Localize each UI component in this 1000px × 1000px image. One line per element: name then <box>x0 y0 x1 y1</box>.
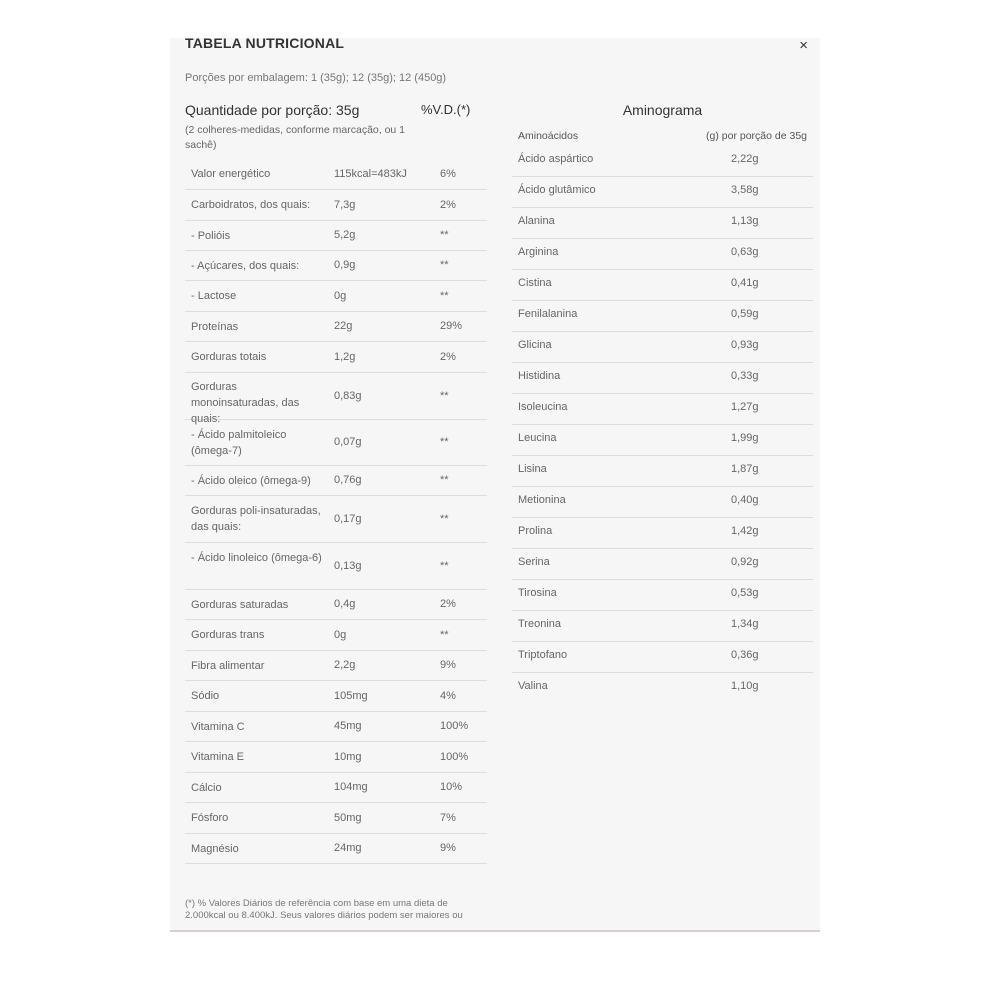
aminoacid-amount: 1,10g <box>731 680 759 692</box>
modal-title: TABELA NUTRICIONAL <box>185 38 345 51</box>
nutrient-name: Carboidratos, dos quais: <box>191 199 311 211</box>
nutrient-name: - Açúcares, dos quais: <box>191 260 300 272</box>
nutrition-row <box>185 803 487 834</box>
nutrient-daily-value: 2% <box>440 351 456 363</box>
aminoacid-amount: 0,59g <box>731 308 759 320</box>
nutrient-name: Vitamina C <box>191 721 245 733</box>
aminogram-header <box>512 128 813 146</box>
nutrition-row <box>185 281 487 312</box>
nutrition-row <box>185 159 487 190</box>
nutrient-amount: 104mg <box>334 781 368 793</box>
aminoacid-row <box>512 363 813 394</box>
aminoacid-name: Arginina <box>518 246 559 258</box>
nutrition-row <box>185 221 487 251</box>
nutrient-name: - Polióis <box>191 230 231 242</box>
nutrient-daily-value: 100% <box>440 720 469 732</box>
aminoacid-row <box>512 673 813 703</box>
aminoacid-row <box>512 518 813 549</box>
aminoacid-name: Treonina <box>518 618 562 630</box>
nutrient-daily-value: 9% <box>440 659 456 671</box>
aminoacid-amount: 0,53g <box>731 587 759 599</box>
nutrient-daily-value: ** <box>440 474 449 486</box>
nutrition-row <box>185 190 487 221</box>
nutrient-daily-value: ** <box>440 290 449 302</box>
nutrient-daily-value: 9% <box>440 842 456 854</box>
aminoacid-name: Histidina <box>518 370 561 382</box>
nutrient-amount: 1,2g <box>334 351 356 363</box>
nutrition-row <box>185 342 487 373</box>
aminoacid-row <box>512 301 813 332</box>
nutrition-row <box>185 543 487 590</box>
nutrition-row <box>185 834 487 864</box>
nutrient-name: Gorduras saturadas <box>191 599 289 611</box>
nutrient-amount: 2,2g <box>334 659 356 671</box>
nutrient-daily-value: 10% <box>440 781 463 793</box>
aminoacid-row <box>512 239 813 270</box>
nutrient-name: Cálcio <box>191 782 222 794</box>
aminoacid-name: Glicina <box>518 339 552 351</box>
nutrient-name: Proteínas <box>191 321 239 333</box>
nutrient-name: - Ácido palmitoleico (ômega-7) <box>191 429 287 457</box>
aminoacid-name: Valina <box>518 680 548 692</box>
nutrition-row <box>185 681 487 712</box>
nutrition-row <box>185 742 487 773</box>
serving-quantity-header: Quantidade por porção: 35g <box>185 102 360 118</box>
nutrient-amount: 0g <box>334 290 347 302</box>
aminogram-section <box>512 100 813 703</box>
nutrition-row <box>185 466 487 496</box>
nutrition-row <box>185 651 487 681</box>
nutrient-daily-value: 2% <box>440 199 456 211</box>
aminoacid-amount: 0,63g <box>731 246 759 258</box>
nutrient-name: Fibra alimentar <box>191 660 265 672</box>
daily-value-header: %V.D.(*) <box>421 102 471 117</box>
aminoacid-row <box>512 208 813 239</box>
nutrient-amount: 45mg <box>334 720 362 732</box>
aminoacid-row <box>512 642 813 673</box>
aminoacid-name: Ácido glutâmico <box>518 184 596 196</box>
nutrient-name: Gorduras poli-insaturadas, das quais: <box>191 505 321 533</box>
nutrient-daily-value: ** <box>440 229 449 241</box>
aminoacid-row <box>512 425 813 456</box>
nutrition-row <box>185 496 487 543</box>
nutrient-name: Sódio <box>191 690 220 702</box>
nutrient-amount: 0,13g <box>334 560 362 572</box>
aminoacid-name: Cistina <box>518 277 552 289</box>
nutrient-name: Magnésio <box>191 843 239 855</box>
nutrient-amount: 0,4g <box>334 598 356 610</box>
aminoacid-name: Triptofano <box>518 649 568 661</box>
nutrient-name: - Ácido linoleico (ômega-6) <box>191 552 322 564</box>
aminoacid-name: Serina <box>518 556 550 568</box>
nutrient-daily-value: 29% <box>440 320 463 332</box>
aminoacid-row <box>512 177 813 208</box>
nutrient-amount: 10mg <box>334 751 362 763</box>
aminogram-title: Aminograma <box>622 102 703 118</box>
nutrition-row <box>185 420 487 466</box>
nutrition-table-section <box>185 100 487 864</box>
nutrient-daily-value: 2% <box>440 598 456 610</box>
aminoacid-amount: 0,36g <box>731 649 759 661</box>
footnote: (*) % Valores Diários de referência com base em uma dieta de 2.000kcal ou 8.400kJ. Seus valores diários podem ser maiores ou <box>185 898 463 921</box>
aminoacid-amount: 1,27g <box>731 401 759 413</box>
nutrient-daily-value: 100% <box>440 751 469 763</box>
serving-description: (2 colheres-medidas, conforme marcação, ou 1 sachê) <box>185 124 406 151</box>
nutrient-daily-value: 6% <box>440 168 456 180</box>
nutrient-daily-value: ** <box>440 436 449 448</box>
nutrient-amount: 105mg <box>334 690 368 702</box>
nutrient-name: Fósforo <box>191 812 229 824</box>
nutrient-amount: 22g <box>334 320 353 332</box>
nutrient-name: - Lactose <box>191 290 237 302</box>
aminoacid-row <box>512 332 813 363</box>
nutrient-amount: 115kcal=483kJ <box>334 168 407 180</box>
aminoacid-amount: 0,92g <box>731 556 759 568</box>
aminoacid-name: Lisina <box>518 463 547 475</box>
aminoacid-row <box>512 270 813 301</box>
nutrient-amount: 0,76g <box>334 474 362 486</box>
nutrition-modal <box>170 38 820 932</box>
aminoacid-name: Alanina <box>518 215 555 227</box>
aminoacid-amount: 0,41g <box>731 277 759 289</box>
aminoacid-amount: 3,58g <box>731 184 759 196</box>
nutrient-name: Gorduras totais <box>191 351 267 363</box>
nutrient-amount: 0g <box>334 629 347 641</box>
nutrient-amount: 5,2g <box>334 229 356 241</box>
nutrition-row <box>185 373 487 425</box>
aminoacid-amount: 1,87g <box>731 463 759 475</box>
aminoacid-amount: 0,33g <box>731 370 759 382</box>
nutrient-amount: 0,9g <box>334 259 356 271</box>
aminoacid-amount: 1,13g <box>731 215 759 227</box>
nutrition-row <box>185 590 487 620</box>
close-icon[interactable]: × <box>799 38 808 54</box>
nutrition-row <box>185 620 487 651</box>
aminoacid-row <box>512 611 813 642</box>
aminoacid-amount: 0,40g <box>731 494 759 506</box>
nutrition-row <box>185 773 487 803</box>
nutrition-row <box>185 251 487 281</box>
amount-column-header: (g) por porção de 35g <box>706 130 807 142</box>
aminoacid-name: Metionina <box>518 494 566 506</box>
nutrient-name: - Ácido oleico (ômega-9) <box>191 475 311 487</box>
nutrient-amount: 0,83g <box>334 390 362 402</box>
nutrient-name: Gorduras monoinsaturadas, das quais: <box>191 381 300 425</box>
nutrition-table <box>185 159 487 864</box>
nutrient-amount: 50mg <box>334 812 362 824</box>
aminoacid-name: Fenilalanina <box>518 308 578 320</box>
aminoacid-amount: 2,22g <box>731 153 759 165</box>
aminoacid-row <box>512 456 813 487</box>
aminoacid-row <box>512 487 813 518</box>
nutrient-amount: 0,07g <box>334 436 362 448</box>
nutrient-name: Valor energético <box>191 168 271 180</box>
nutrient-daily-value: ** <box>440 390 449 402</box>
nutrition-row <box>185 312 487 342</box>
aminoacid-amount: 1,42g <box>731 525 759 537</box>
aminoacid-row <box>512 549 813 580</box>
aminoacid-amount: 1,34g <box>731 618 759 630</box>
aminoacid-row <box>512 146 813 177</box>
aminoacid-name: Ácido aspártico <box>518 153 594 165</box>
nutrient-daily-value: ** <box>440 629 449 641</box>
aminoacid-amount: 0,93g <box>731 339 759 351</box>
aminogram-table <box>512 146 813 703</box>
nutrition-header <box>185 100 487 120</box>
aminoacid-column-header: Aminoácidos <box>518 130 579 142</box>
nutrient-name: Gorduras trans <box>191 629 265 641</box>
aminoacid-name: Tirosina <box>518 587 557 599</box>
aminoacid-name: Leucina <box>518 432 557 444</box>
nutrient-amount: 24mg <box>334 842 362 854</box>
aminoacid-row <box>512 580 813 611</box>
aminoacid-row <box>512 394 813 425</box>
aminoacid-name: Prolina <box>518 525 553 537</box>
nutrient-amount: 0,17g <box>334 513 362 525</box>
nutrient-daily-value: 4% <box>440 690 456 702</box>
nutrient-daily-value: 7% <box>440 812 456 824</box>
nutrition-row <box>185 712 487 742</box>
servings-text: Porções por embalagem: 1 (35g); 12 (35g); 12 (450g) <box>185 72 447 84</box>
aminoacid-name: Isoleucina <box>518 401 568 413</box>
nutrient-amount: 7,3g <box>334 199 356 211</box>
nutrient-name: Vitamina E <box>191 751 244 763</box>
aminoacid-amount: 1,99g <box>731 432 759 444</box>
nutrient-daily-value: ** <box>440 513 449 525</box>
nutrient-daily-value: ** <box>440 560 449 572</box>
nutrient-daily-value: ** <box>440 259 449 271</box>
